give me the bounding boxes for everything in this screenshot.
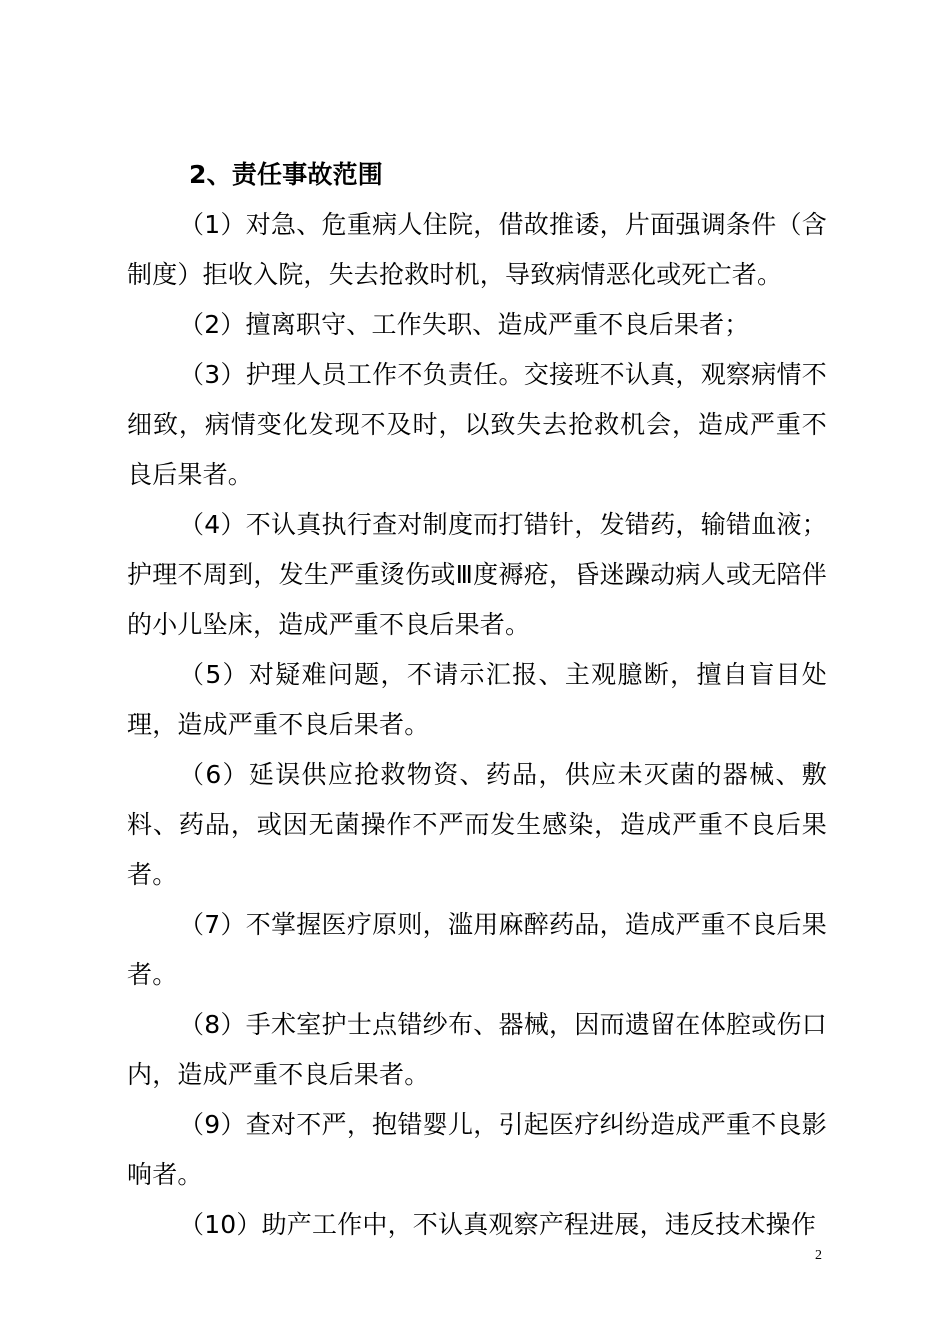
page-number: 2	[815, 1248, 822, 1263]
paragraph-item-5: （5）对疑难问题，不请示汇报、主观臆断，擅自盲目处理，造成严重不良后果者。	[127, 660, 827, 739]
paragraph-item-6: （6）延误供应抢救物资、药品，供应未灭菌的器械、敷料、药品，或因无菌操作不严而发生感染，造成严重不良后果者。	[127, 760, 827, 889]
document-body	[127, 150, 827, 1250]
paragraph-item-9: （9）查对不严，抱错婴儿，引起医疗纠纷造成严重不良影响者。	[127, 1110, 827, 1189]
paragraph-item-1: （1）对急、危重病人住院，借故推诿，片面强调条件（含制度）拒收入院，失去抢救时机，导致病情恶化或死亡者。	[127, 210, 827, 289]
paragraph-item-4: （4）不认真执行查对制度而打错针，发错药，输错血液；护理不周到，发生严重烫伤或Ⅲ度褥疮，昏迷躁动病人或无陪伴的小儿坠床，造成严重不良后果者。	[127, 510, 827, 639]
paragraph-item-10: （10）助产工作中，不认真观察产程进展，违反技术操作	[179, 1210, 817, 1239]
paragraph-item-2: （2）擅离职守、工作失职、造成严重不良后果者；	[179, 310, 750, 339]
paragraph-item-8: （8）手术室护士点错纱布、器械，因而遗留在体腔或伤口内，造成严重不良后果者。	[127, 1010, 827, 1089]
section-heading: 2、责任事故范围	[189, 160, 383, 189]
paragraph-item-3: （3）护理人员工作不负责任。交接班不认真，观察病情不细致，病情变化发现不及时，以致失去抢救机会，造成严重不良后果者。	[127, 360, 827, 489]
paragraph-item-7: （7）不掌握医疗原则，滥用麻醉药品，造成严重不良后果者。	[127, 910, 827, 989]
